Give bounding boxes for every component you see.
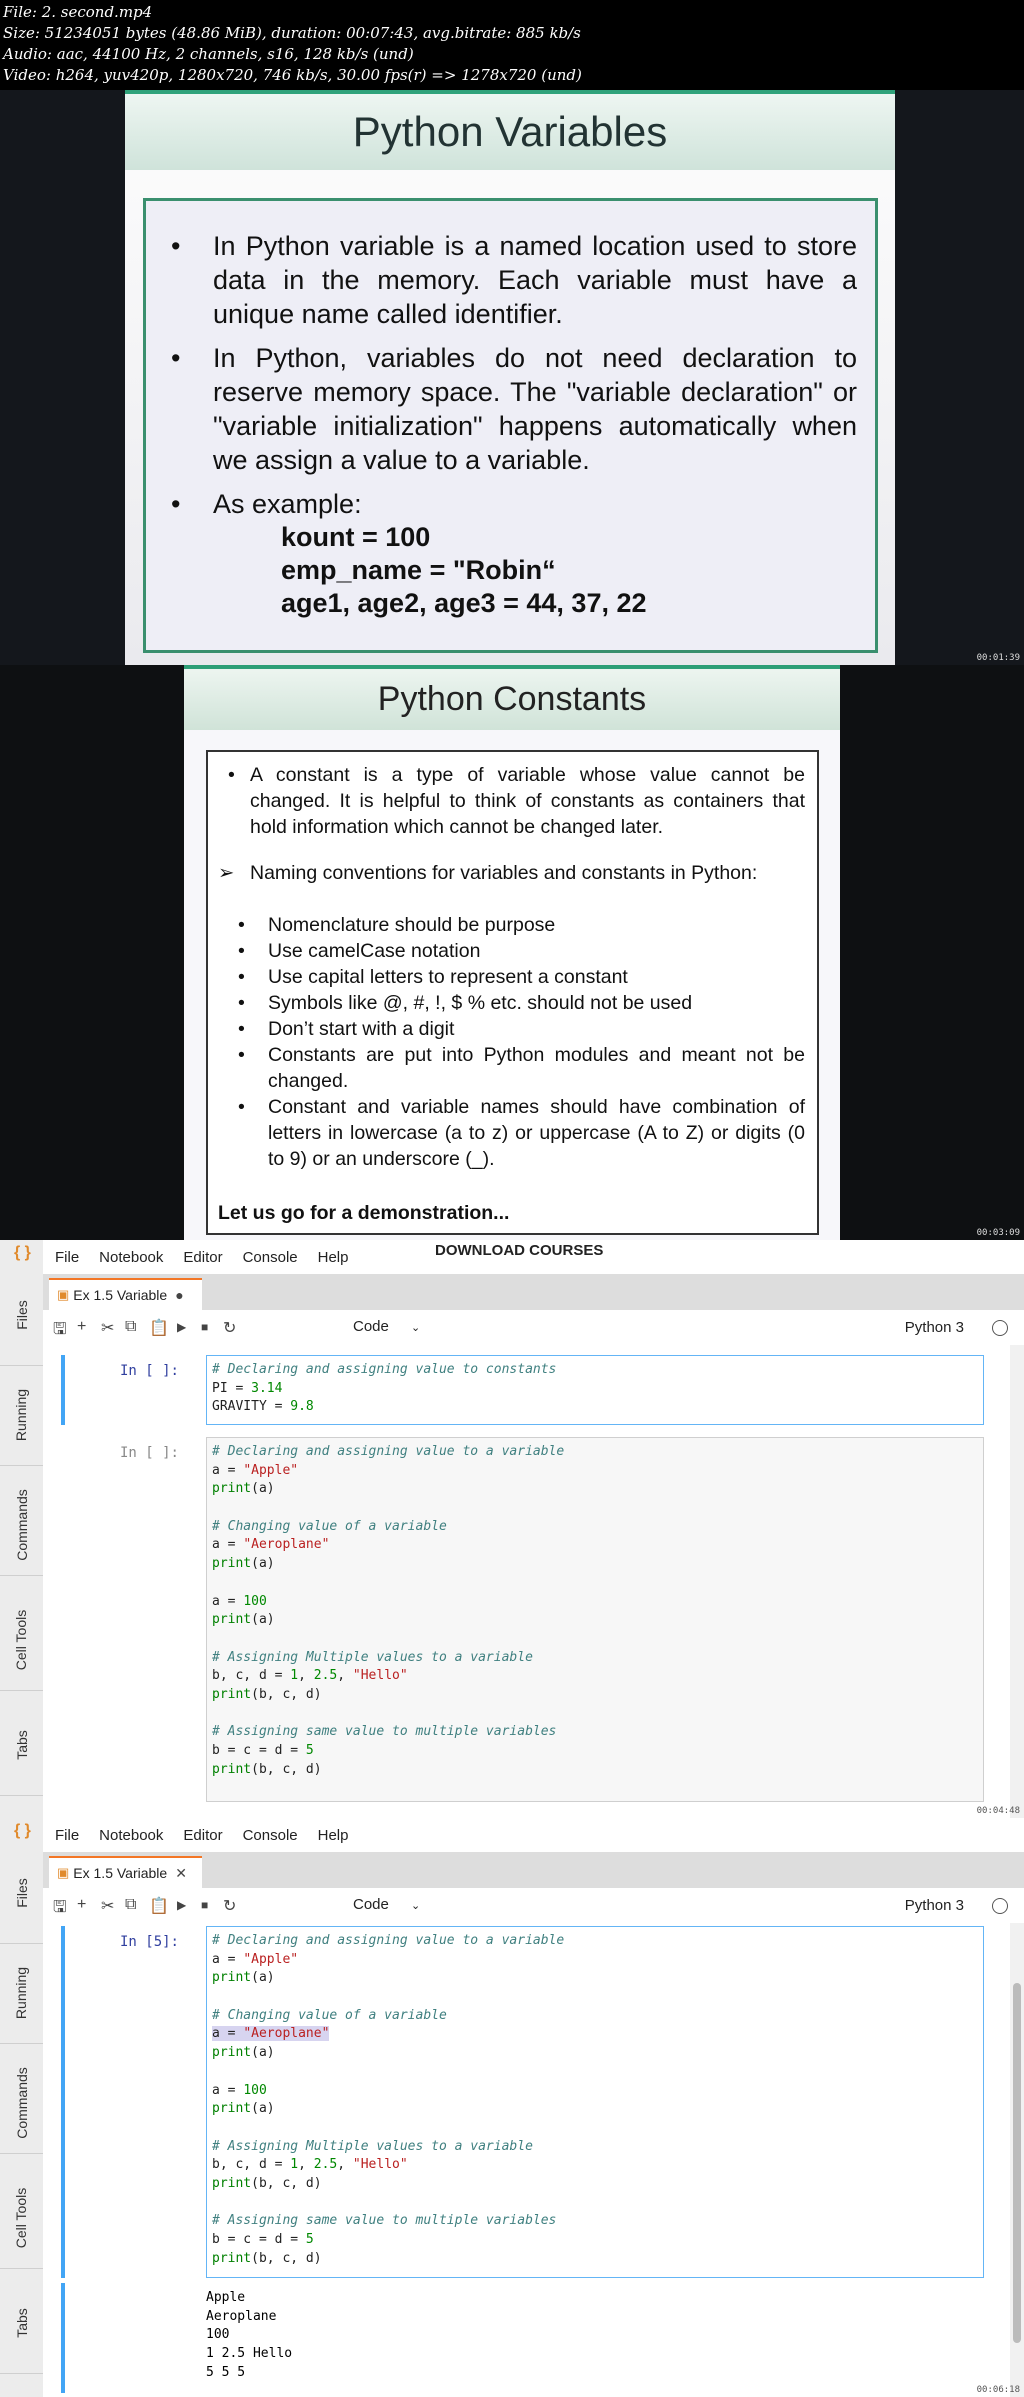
sidebar-tab-commands[interactable]: Commands [0, 1475, 43, 1576]
run-icon[interactable]: ▶ [177, 1898, 187, 1912]
cell-editor[interactable]: # Declaring and assigning value to constants PI = 3.14 GRAVITY = 9.8 [206, 1355, 984, 1425]
notebook-icon: ▣ [57, 1287, 70, 1302]
bullet-icon: • [228, 764, 235, 786]
cell-prompt: In [5]: [119, 1934, 179, 1950]
cell-prompt: In [ ]: [119, 1363, 179, 1379]
chevron-down-icon: ⌄ [411, 1322, 421, 1334]
audio-info: Audio: aac, 44100 Hz, 2 channels, s16, 128 kb/s (und) [3, 45, 414, 63]
menu-editor[interactable]: Editor [183, 1248, 223, 1266]
notebook-icon: ▣ [57, 1865, 70, 1880]
bullet-icon: • [238, 940, 245, 962]
code-cell-variables[interactable] [61, 1437, 984, 1802]
notebook-scrollbar[interactable] [1010, 1345, 1024, 1818]
bullet-icon: • [238, 966, 245, 988]
close-tab-icon[interactable]: ✕ [175, 1864, 187, 1881]
output-text: Apple Aeroplane 100 1 2.5 Hello 5 5 5 [206, 2290, 293, 2380]
kernel-status-icon [992, 1320, 1008, 1336]
timestamp: 00:06:18 [976, 2385, 1020, 2395]
chevron-down-icon: ⌄ [411, 1900, 421, 1912]
rule-item: • Use camelCase notation [238, 940, 481, 962]
bullet-icon: • [238, 1096, 245, 1118]
bullet-item: • In Python, variables do not need declaration to reserve memory space. The "variable declaration" or "variable initialization" happens automatically when we assign a value to a variable. [171, 343, 857, 475]
bullet-item: • In Python variable is a named location used to store data in the memory. Each variable must have a unique name called identifier. [171, 231, 857, 329]
restart-icon[interactable]: ↻ [223, 1320, 237, 1337]
tab-bar [43, 1852, 1024, 1888]
cell-type-select[interactable]: Code ⌄ [353, 1896, 421, 1913]
bullet-icon: • [238, 992, 245, 1014]
cut-icon[interactable]: ✂ [101, 1320, 115, 1337]
output-bar [61, 2283, 65, 2393]
kernel-name[interactable]: Python 3 [904, 1319, 964, 1336]
rule-item: • Nomenclature should be purpose [238, 914, 556, 936]
arrow-icon: ➢ [218, 862, 235, 884]
active-cell-bar [61, 1926, 65, 2278]
slide-title: Python Variables [125, 94, 895, 170]
notebook-scrollbar[interactable] [1010, 1923, 1024, 2397]
notebook-area [43, 1923, 1024, 2397]
slide-content-box [143, 198, 878, 653]
stop-icon[interactable]: ■ [201, 1320, 209, 1334]
sidebar-tab-running[interactable]: Running [0, 1365, 43, 1466]
bullet-icon: • [171, 489, 181, 519]
sidebar-tab-cell-tools[interactable]: Cell Tools [0, 2168, 43, 2269]
sidebar-tab-files[interactable]: Files [0, 1843, 43, 1944]
menu-notebook[interactable]: Notebook [99, 1826, 164, 1844]
tab-bar [43, 1274, 1024, 1310]
left-sidebar [0, 1240, 44, 1818]
slide-constants [184, 665, 840, 1240]
example-line: age1, age2, age3 = 44, 37, 22 [281, 588, 647, 618]
code-cell-variables[interactable] [61, 1926, 984, 2278]
kernel-name[interactable]: Python 3 [904, 1897, 964, 1914]
intro-bullet: • A constant is a type of variable whose value cannot be changed. It is helpful to think of constants as containers that hold information which cannot be changed later. [228, 764, 805, 838]
restart-icon[interactable]: ↻ [223, 1898, 237, 1915]
save-icon[interactable]: 🖫 [53, 1321, 67, 1338]
file-size: Size: 51234051 bytes (48.86 MiB), duration: 00:07:43, avg.bitrate: 885 kb/s [3, 24, 581, 42]
cell-output [61, 2283, 984, 2393]
paste-icon[interactable]: 📋 [149, 1898, 169, 1915]
cell-prompt: In [ ]: [119, 1445, 179, 1461]
sidebar-tab-tabs[interactable]: Tabs [0, 1695, 43, 1796]
slide-content-box [206, 750, 819, 1235]
notebook-toolbar [43, 1310, 1024, 1346]
frame-jupyter-after-run [0, 1818, 1024, 2397]
sidebar-tab-running[interactable]: Running [0, 1943, 43, 2044]
watermark: DOWNLOAD COURSES [435, 1242, 604, 1259]
bullet-icon: • [238, 914, 245, 936]
rule-item: • Don’t start with a digit [238, 1018, 455, 1040]
cell-editor[interactable]: # Declaring and assigning value to a variable a = "Apple" print(a) # Changing value of a variable a = "Aeroplane" print(a) a = 100 print(a) # Assigning Multiple values to a variable b, c, d = 1, 2.5, "Hello" print(b, c, d) # Assigning same value to multiple variables b = c = d = 5 print(b, c, d) [206, 1926, 984, 2278]
frame-python-constants [0, 665, 1024, 1240]
timestamp: 00:03:09 [976, 1228, 1020, 1238]
bullet-icon: • [171, 231, 181, 261]
notebook-toolbar [43, 1888, 1024, 1924]
rule-item: • Constant and variable names should have combination of letters in lowercase (a to z) or uppercase (A to Z) or digits (0 to 9) or an underscore (_). [238, 1096, 805, 1170]
menu-bar [43, 1818, 1024, 1853]
sidebar-tab-commands[interactable]: Commands [0, 2053, 43, 2154]
active-cell-bar [61, 1355, 65, 1425]
example-line: kount = 100 [281, 522, 431, 552]
paste-icon[interactable]: 📋 [149, 1320, 169, 1337]
timestamp: 00:01:39 [976, 653, 1020, 663]
scrollbar-thumb[interactable] [1013, 1983, 1021, 2343]
menu-notebook[interactable]: Notebook [99, 1248, 164, 1266]
cut-icon[interactable]: ✂ [101, 1898, 115, 1915]
video-info: Video: h264, yuv420p, 1280x720, 746 kb/s, 30.00 fps(r) => 1278x720 (und) [3, 66, 582, 84]
tab-title: Ex 1.5 Variable [73, 1287, 168, 1303]
notebook-area [43, 1345, 1024, 1818]
left-sidebar [0, 1818, 44, 2397]
timestamp: 00:04:48 [976, 1806, 1020, 1816]
menu-help[interactable]: Help [317, 1248, 349, 1266]
jupyter-logo-icon: { } [14, 1822, 31, 1839]
copy-icon[interactable]: ⧉ [125, 1896, 137, 1913]
bullet-item: • As example: kount = 100 emp_name = "Robin“ age1, age2, age3 = 44, 37, 22 [171, 487, 857, 620]
bullet-icon: • [238, 1018, 245, 1040]
bullet-icon: • [171, 343, 181, 373]
run-icon[interactable]: ▶ [177, 1320, 187, 1334]
cell-type-select[interactable]: Code ⌄ [353, 1318, 421, 1335]
rule-item: • Use capital letters to represent a constant [238, 966, 628, 988]
sidebar-tab-files[interactable]: Files [0, 1265, 43, 1366]
save-icon[interactable]: 🖫 [53, 1899, 67, 1916]
menu-bar [43, 1240, 1024, 1275]
stop-icon[interactable]: ■ [201, 1898, 209, 1912]
frame-jupyter-before-run [0, 1240, 1024, 1818]
bullet-icon: • [238, 1044, 245, 1066]
jupyter-logo-icon: { } [14, 1244, 31, 1261]
menu-editor[interactable]: Editor [183, 1826, 223, 1844]
rule-item: • Constants are put into Python modules and meant not be changed. [238, 1044, 805, 1092]
cell-editor[interactable]: # Declaring and assigning value to a variable a = "Apple" print(a) # Changing value of a variable a = "Aeroplane" print(a) a = 100 print(a) # Assigning Multiple values to a variable b, c, d = 1, 2.5, "Hello" print(b, c, d) # Assigning same value to multiple variables b = c = d = 5 print(b, c, d) [206, 1437, 984, 1802]
video-info-header [0, 0, 1024, 90]
slide-variables [125, 90, 895, 665]
code-cell-constants[interactable] [61, 1355, 984, 1425]
notebook-tab[interactable] [49, 1856, 202, 1888]
menu-help[interactable]: Help [317, 1826, 349, 1844]
copy-icon[interactable]: ⧉ [125, 1318, 137, 1335]
file-name: File: 2. second.mp4 [3, 3, 153, 21]
tab-title: Ex 1.5 Variable [73, 1865, 168, 1881]
add-icon[interactable]: + [77, 1318, 87, 1335]
slide-title: Python Constants [184, 669, 840, 730]
sidebar-tab-tabs[interactable]: Tabs [0, 2273, 43, 2374]
kernel-status-icon [992, 1898, 1008, 1914]
unsaved-dot-icon: ● [175, 1287, 184, 1303]
menu-console[interactable]: Console [242, 1248, 298, 1266]
frame-python-variables [0, 90, 1024, 665]
menu-file[interactable]: File [55, 1826, 80, 1844]
closing-line: Let us go for a demonstration... [218, 1202, 510, 1224]
rule-item: • Symbols like @, #, !, $ % etc. should not be used [238, 992, 693, 1014]
notebook-tab[interactable] [49, 1278, 202, 1310]
menu-file[interactable]: File [55, 1248, 80, 1266]
sidebar-tab-cell-tools[interactable]: Cell Tools [0, 1590, 43, 1691]
example-line: emp_name = "Robin“ [281, 555, 556, 585]
add-icon[interactable]: + [77, 1896, 87, 1913]
naming-heading: ➢ Naming conventions for variables and constants in Python: [218, 862, 758, 884]
menu-console[interactable]: Console [242, 1826, 298, 1844]
